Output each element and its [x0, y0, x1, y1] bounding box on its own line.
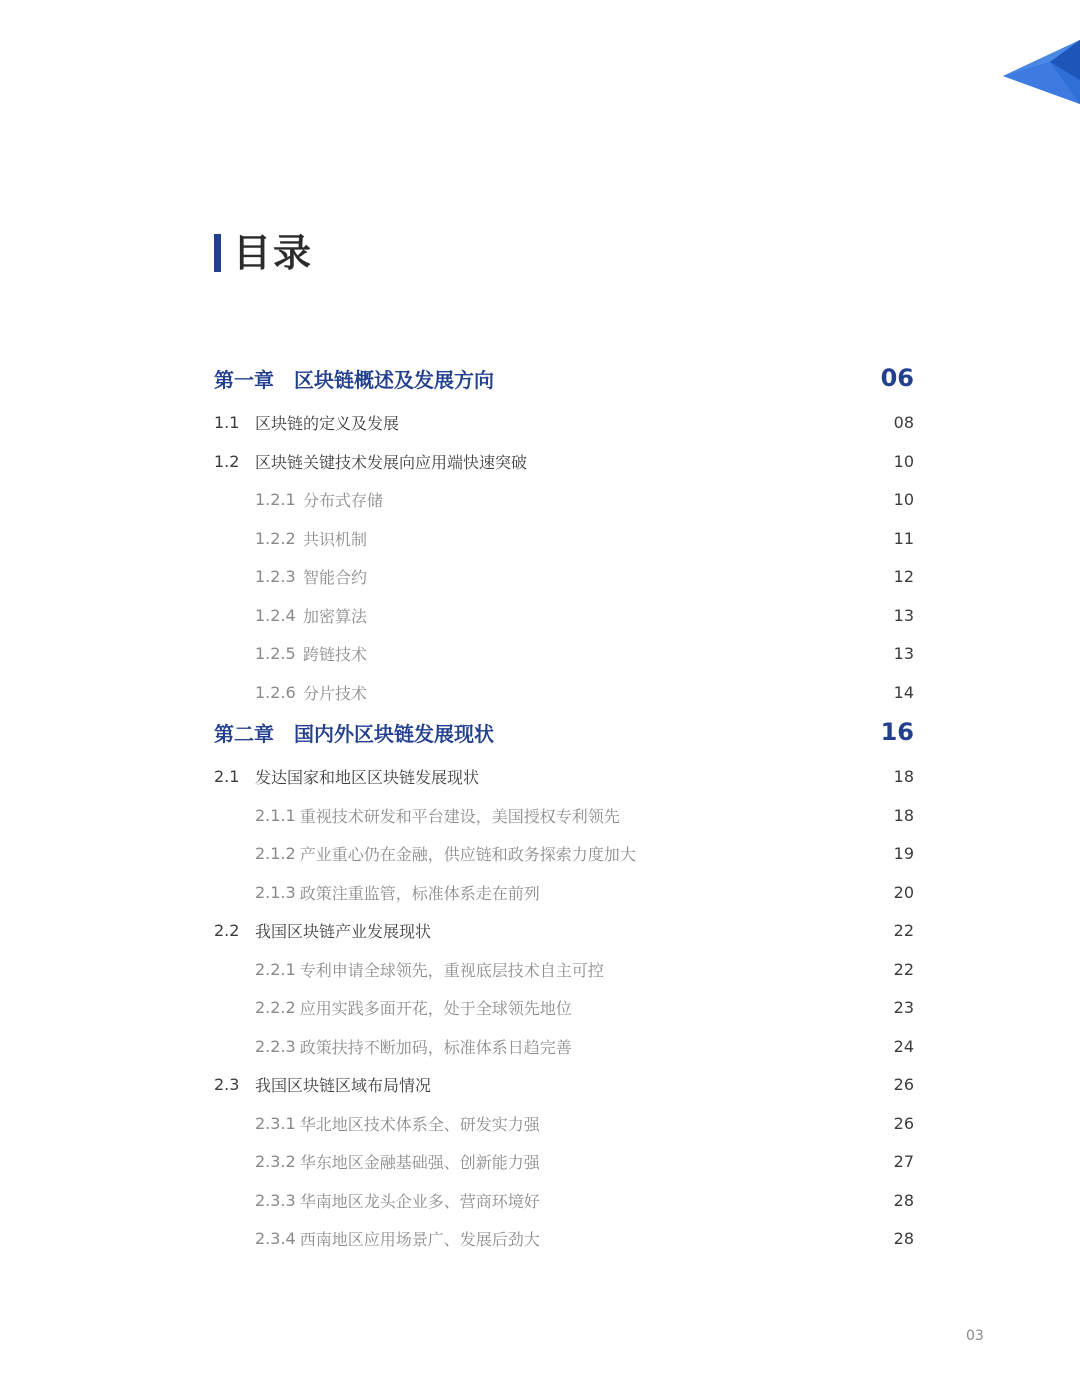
toc-entry-label: [214, 958, 604, 981]
toc-entry-label: [214, 642, 367, 665]
toc-entry-title: 跨链技术: [303, 644, 368, 664]
toc-entry[interactable]: [214, 839, 914, 867]
toc-entry-page: 26: [893, 1113, 914, 1133]
toc-entry-number: 1.2.4: [255, 605, 296, 625]
toc-entry-label: [214, 527, 367, 550]
toc-entry-label: [214, 604, 367, 627]
toc-entry-title: 区块链关键技术发展向应用端快速突破: [255, 452, 528, 472]
page-number: 03: [966, 1328, 984, 1344]
page-title: [214, 232, 313, 274]
toc-entry[interactable]: [214, 762, 914, 790]
toc-entry-title: 华北地区技术体系全、研发实力强: [299, 1114, 540, 1134]
toc-entry-title: 智能合约: [303, 567, 368, 587]
toc-entry-page: 13: [893, 605, 914, 625]
toc-entry[interactable]: [214, 678, 914, 706]
toc-entry[interactable]: [214, 485, 914, 513]
toc-entry-title: 分布式存储: [303, 490, 384, 510]
toc-entry[interactable]: [214, 601, 914, 629]
toc-entry-number: 2.1.3: [255, 882, 296, 902]
toc-entry-number: 1.2.5: [255, 643, 296, 663]
toc-entry-number: 2.2.1: [255, 959, 296, 979]
toc-entry-page: 28: [893, 1190, 914, 1210]
toc-entry-page: 10: [893, 489, 914, 509]
toc-entry-label: [214, 881, 540, 904]
toc-entry-number: 1.2: [214, 451, 240, 471]
toc-entry-page: 28: [893, 1228, 914, 1248]
toc-entry-number: 2.2.2: [255, 997, 296, 1017]
toc-entry-label: [214, 1073, 431, 1096]
toc-entry-title: 重视技术研发和平台建设，美国授权专利领先: [299, 806, 620, 826]
toc-entry-label: [214, 804, 620, 827]
toc-entry-page: 27: [893, 1151, 914, 1171]
toc-entry-page: 10: [893, 451, 914, 471]
toc-entry-number: 2.3.2: [255, 1151, 296, 1171]
toc-entry-number: 2.1: [214, 766, 240, 786]
toc-entry-label: [214, 488, 383, 511]
toc-entry-page: 08: [893, 412, 914, 432]
toc-entry[interactable]: [214, 916, 914, 944]
toc-entry-title: 加密算法: [303, 606, 368, 626]
toc-entry-page: 18: [893, 766, 914, 786]
toc-entry-title: 华东地区金融基础强、创新能力强: [299, 1152, 540, 1172]
toc-entry-number: 2.3.4: [255, 1228, 296, 1248]
toc-entry-page: 11: [893, 528, 914, 548]
toc-entry-page: 16: [880, 718, 914, 746]
toc-entry-number: 1.2.3: [255, 566, 296, 586]
toc-entry-title: 我国区块链产业发展现状: [255, 921, 432, 941]
toc-entry-number: 2.1.2: [255, 843, 296, 863]
toc-entry[interactable]: [214, 408, 914, 436]
toc-entry[interactable]: [214, 993, 914, 1021]
title-text: 目录: [233, 231, 314, 275]
toc-entry-label: [214, 996, 572, 1019]
toc-entry-label: [214, 842, 636, 865]
toc-entry-page: 12: [893, 566, 914, 586]
toc-entry-label: [214, 1227, 540, 1250]
toc-entry-number: 2.2: [214, 920, 240, 940]
toc-entry-page: 23: [893, 997, 914, 1017]
toc-entry-title: 应用实践多面开花，处于全球领先地位: [299, 998, 572, 1018]
toc-entry[interactable]: [214, 524, 914, 552]
toc-entry-number: 2.3: [214, 1074, 240, 1094]
toc-entry-number: 2.1.1: [255, 805, 296, 825]
toc-entry-label: [214, 1112, 540, 1135]
toc-entry-number: 第二章: [214, 721, 274, 746]
toc-entry-page: 26: [893, 1074, 914, 1094]
toc-entry[interactable]: [214, 1109, 914, 1137]
toc-entry-number: 1.2.6: [255, 682, 296, 702]
toc-entry-title: 西南地区应用场景广、发展后劲大: [299, 1229, 540, 1249]
toc-entry-page: 18: [893, 805, 914, 825]
toc-entry-label: [214, 364, 494, 393]
toc-entry-title: 区块链概述及发展方向: [294, 367, 494, 392]
toc-entry[interactable]: [214, 447, 914, 475]
toc-entry-page: 06: [880, 364, 914, 392]
toc-entry[interactable]: [214, 955, 914, 983]
toc-entry[interactable]: [214, 718, 914, 746]
toc-entry-title: 产业重心仍在金融，供应链和政务探索力度加大: [299, 844, 636, 864]
toc-entry[interactable]: [214, 562, 914, 590]
toc-entry-title: 国内外区块链发展现状: [294, 721, 494, 746]
toc-entry-title: 分片技术: [303, 683, 368, 703]
toc-entry-label: [214, 450, 527, 473]
toc-entry-number: 1.2.1: [255, 489, 296, 509]
toc-entry-title: 共识机制: [303, 529, 368, 549]
toc-entry-title: 发达国家和地区区块链发展现状: [255, 767, 480, 787]
toc-entry-title: 政策扶持不断加码，标准体系日趋完善: [299, 1037, 572, 1057]
corner-triangle-decoration: [0, 0, 1080, 120]
title-accent-bar: [214, 234, 221, 272]
toc-entry-number: 第一章: [214, 367, 274, 392]
toc-entry-label: [214, 718, 494, 747]
toc-entry-page: 13: [893, 643, 914, 663]
toc-entry[interactable]: [214, 364, 914, 392]
toc-entry-number: 2.2.3: [255, 1036, 296, 1056]
toc-entry-title: 政策注重监管，标准体系走在前列: [299, 883, 540, 903]
toc-entry-number: 1.1: [214, 412, 240, 432]
toc-entry-label: [214, 411, 399, 434]
toc-entry[interactable]: [214, 1070, 914, 1098]
toc-entry-title: 区块链的定义及发展: [255, 413, 400, 433]
toc-entry[interactable]: [214, 801, 914, 829]
toc-entry[interactable]: [214, 1224, 914, 1252]
toc-entry-number: 2.3.3: [255, 1190, 296, 1210]
toc-entry-label: [214, 1189, 540, 1212]
toc-entry[interactable]: [214, 1032, 914, 1060]
toc-entry-label: [214, 919, 431, 942]
toc-entry-label: [214, 1150, 540, 1173]
toc-entry-number: 1.2.2: [255, 528, 296, 548]
toc-entry[interactable]: [214, 1147, 914, 1175]
toc-entry-page: 24: [893, 1036, 914, 1056]
toc-entry-label: [214, 681, 367, 704]
toc-entry-page: 20: [893, 882, 914, 902]
toc-entry-title: 华南地区龙头企业多、营商环境好: [299, 1191, 540, 1211]
toc-entry[interactable]: [214, 639, 914, 667]
toc-entry-page: 22: [893, 920, 914, 940]
toc-entry-page: 19: [893, 843, 914, 863]
toc-entry-page: 22: [893, 959, 914, 979]
toc-entry-title: 专利申请全球领先，重视底层技术自主可控: [299, 960, 604, 980]
toc-entry[interactable]: [214, 878, 914, 906]
toc-entry-label: [214, 1035, 572, 1058]
toc-entry-title: 我国区块链区域布局情况: [255, 1075, 432, 1095]
toc-entry-page: 14: [893, 682, 914, 702]
toc-entry-label: [214, 765, 479, 788]
toc-entry-label: [214, 565, 367, 588]
toc-entry-number: 2.3.1: [255, 1113, 296, 1133]
toc-entry[interactable]: [214, 1186, 914, 1214]
